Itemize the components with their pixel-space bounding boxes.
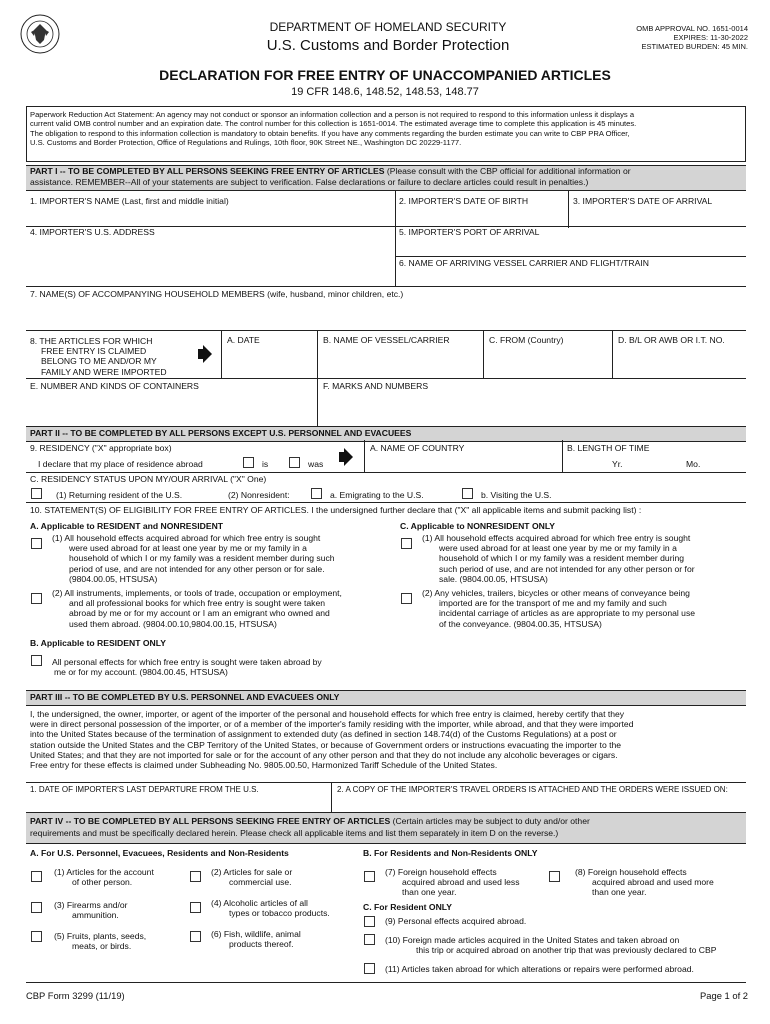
- alterations-repairs-checkbox[interactable]: [364, 963, 375, 974]
- last-departure-label: 1. DATE OF IMPORTER'S LAST DEPARTURE FROM THE U.S.: [30, 785, 259, 794]
- paperwork-box: [26, 106, 746, 162]
- household-less-year-checkbox[interactable]: [364, 871, 375, 882]
- vehicles-c2-text: (2) Any vehicles, trailers, bicycles or other means of conveyance being imported are for the transport of me and my family and such incidental carriage of articles as are appropriate to my personal use of the conveyance. (9804.00.35, HTSUSA): [422, 588, 696, 629]
- personal-effects-abroad-checkbox[interactable]: [364, 916, 375, 927]
- nonresident-only-heading: C. Applicable to NONRESIDENT ONLY: [400, 521, 556, 531]
- fruits-plants-checkbox[interactable]: [31, 931, 42, 942]
- resident-only-heading: B. Applicable to RESIDENT ONLY: [30, 638, 166, 648]
- years-label: Yr.: [612, 459, 623, 469]
- us-address-label: 4. IMPORTER'S U.S. ADDRESS: [30, 227, 155, 237]
- articles-other-person-label: (1) Articles for the account of other person.: [54, 867, 154, 888]
- marks-numbers-label: F. MARKS AND NUMBERS: [323, 381, 429, 391]
- date-of-birth-label: 2. IMPORTER'S DATE OF BIRTH: [399, 196, 529, 206]
- household-effects-a1-text: (1) All household effects acquired abroad for which free entry is sought were used abroad for at least one year by me or my family in a household of which I or my family was a resident member during such period of use, and are not intended for any other person or for sale. (9804.00.05, HTSUSA): [52, 533, 335, 584]
- travel-orders-label: 2. A COPY OF THE IMPORTER'S TRAVEL ORDERS IS ATTACHED AND THE ORDERS WERE ISSUED ON:: [337, 785, 728, 794]
- returning-resident-checkbox[interactable]: [31, 488, 42, 499]
- omb-burden: ESTIMATED BURDEN: 45 MIN.: [641, 42, 748, 51]
- part2-heading: PART II -- TO BE COMPLETED BY ALL PERSONS EXCEPT U.S. PERSONNEL AND EVACUEES: [30, 428, 412, 438]
- residence-is-label: is: [262, 459, 269, 469]
- personal-effects-b1-checkbox[interactable]: [31, 655, 42, 666]
- form-subtitle: 19 CFR 148.6, 148.52, 148.53, 148.77: [291, 86, 479, 98]
- residency-status-label: C. RESIDENCY STATUS UPON MY/OUR ARRIVAL ("X" One): [30, 474, 267, 484]
- personal-effects-abroad-label: (9) Personal effects acquired abroad.: [385, 916, 527, 926]
- containers-label: E. NUMBER AND KINDS OF CONTAINERS: [30, 381, 199, 391]
- part4-column-c-heading: C. For Resident ONLY: [363, 902, 452, 912]
- articles-sale-label: (2) Articles for sale or commercial use.: [211, 867, 293, 888]
- bl-awb-column-label: D. B/L OR AWB OR I.T. NO.: [618, 335, 725, 345]
- household-less-year-label: (7) Foreign household effects acquired abroad and used less than one year.: [385, 867, 520, 898]
- eligibility-statement-label: 10. STATEMENT(S) OF ELIGIBILITY FOR FREE ENTRY OF ARTICLES. I the undersigned further declare that ("X" all applicable items and submit packing list) :: [30, 505, 642, 515]
- dhs-seal-icon: [20, 14, 60, 54]
- omb-expires: EXPIRES: 11-30-2022: [673, 33, 748, 42]
- vessel-name-column-label: B. NAME OF VESSEL/CARRIER: [323, 335, 450, 345]
- length-of-time-label: B. LENGTH OF TIME: [567, 443, 650, 453]
- form-number: CBP Form 3299 (11/19): [26, 990, 125, 1001]
- page-number: Page 1 of 2: [700, 990, 748, 1001]
- paperwork-line: Paperwork Reduction Act Statement: An agency may not conduct or sponsor an information collection and a person is not required to respond to this information unless it displays a: [30, 110, 635, 119]
- emigrating-checkbox[interactable]: [311, 488, 322, 499]
- returning-resident-label: (1) Returning resident of the U.S.: [56, 490, 183, 500]
- part4-column-a-heading: A. For U.S. Personnel, Evacuees, Residents and Non-Residents: [30, 848, 289, 858]
- residence-was-label: was: [308, 459, 324, 469]
- household-more-year-label: (8) Foreign household effects acquired abroad and used more than one year.: [575, 867, 714, 898]
- household-effects-a1-checkbox[interactable]: [31, 538, 42, 549]
- professional-tools-a2-text: (2) All instruments, implements, or tools of trade, occupation or employment, and all professional books for which free entry is sought were taken abroad by me or for my account or I am an emigrant who owned and used them abroad. (9804.00.10,9804.00.15, HTSUSA): [52, 588, 342, 629]
- part4-column-b-heading: B. For Residents and Non-Residents ONLY: [363, 848, 538, 858]
- part3-certification-text: I, the undersigned, the owner, importer, or agent of the importer of the personal and household effects for which free entry is claimed, hereby certify that they were in direct personal possession of the importer, or of a member of the importer's family residing with the importer, while abroad, and that they were imported into the United States because of the termination of assignment to extended duty (as defined in section 148.74(d) of the Customs Regulations) at a post or station outside the United States and the CBP Territory of the United States, or because of Government orders or instructions evacuating the importer to the United States; and that they are not imported for sale or for the account of any other person and that they do not include any alcoholic beverages or cigars. Free entry for these effects is claimed under Subheading No. 9805.00.50, Harmonized Tariff Schedule of the United States.: [30, 709, 634, 771]
- part4-heading-note: requirements and must be specifically declared herein. Please check all applicable items and list them separately in item D on the reverse.): [30, 828, 559, 838]
- part1-heading-note: assistance. REMEMBER--All of your statements are subject to verification. False declarations or failure to declare articles could result in penalties.): [30, 177, 589, 187]
- agency-name: U.S. Customs and Border Protection: [266, 37, 510, 54]
- alcohol-tobacco-label: (4) Alcoholic articles of all types or tobacco products.: [211, 898, 330, 919]
- vessel-carrier-label: 6. NAME OF ARRIVING VESSEL CARRIER AND FLIGHT/TRAIN: [399, 258, 649, 268]
- residency-label: 9. RESIDENCY ("X" appropriate box): [30, 443, 172, 453]
- alcohol-tobacco-checkbox[interactable]: [190, 902, 201, 913]
- part3-heading: PART III -- TO BE COMPLETED BY U.S. PERSONNEL AND EVACUEES ONLY: [30, 692, 340, 702]
- paperwork-line: The obligation to respond to this information collection is mandatory to obtain benefits. If you have any comments regarding the burden estimate you can write to CBP PRA Officer,: [30, 128, 630, 138]
- household-effects-c1-checkbox[interactable]: [401, 538, 412, 549]
- from-country-column-label: C. FROM (Country): [489, 335, 564, 345]
- importer-name-label: 1. IMPORTER'S NAME (Last, first and middle initial): [30, 196, 229, 206]
- alterations-repairs-label: (11) Articles taken abroad for which alterations or repairs were performed abroad.: [385, 964, 694, 974]
- articles-other-person-checkbox[interactable]: [31, 871, 42, 882]
- visiting-checkbox[interactable]: [462, 488, 473, 499]
- fish-wildlife-checkbox[interactable]: [190, 931, 201, 942]
- part4-heading: PART IV -- TO BE COMPLETED BY ALL PERSONS SEEKING FREE ENTRY OF ARTICLES (Certain articles may be subject to duty and/or other: [30, 816, 590, 826]
- months-label: Mo.: [686, 459, 701, 469]
- residence-is-checkbox[interactable]: [243, 457, 254, 468]
- residence-declaration: I declare that my place of residence abroad: [38, 459, 203, 469]
- fruits-plants-label: (5) Fruits, plants, seeds, meats, or birds.: [54, 931, 147, 952]
- firearms-checkbox[interactable]: [31, 902, 42, 913]
- date-column-label: A. DATE: [227, 335, 260, 345]
- articles-sale-checkbox[interactable]: [190, 871, 201, 882]
- foreign-made-articles-checkbox[interactable]: [364, 934, 375, 945]
- emigrating-label: a. Emigrating to the U.S.: [330, 490, 424, 500]
- professional-tools-a2-checkbox[interactable]: [31, 593, 42, 604]
- nonresident-label: (2) Nonresident:: [228, 490, 290, 500]
- fish-wildlife-label: (6) Fish, wildlife, animal products thereof.: [211, 929, 301, 950]
- omb-number: OMB APPROVAL NO. 1651-0014: [636, 24, 748, 33]
- visiting-label: b. Visiting the U.S.: [481, 490, 552, 500]
- resident-nonresident-heading: A. Applicable to RESIDENT and NONRESIDENT: [30, 521, 224, 531]
- paperwork-line: current valid OMB control number and an expiration date. The control number for this collection is 1651-0014. The estimated average time to complete this application is 45 minutes.: [30, 119, 637, 129]
- department-name: DEPARTMENT OF HOMELAND SECURITY: [269, 20, 507, 34]
- articles-belong-label: 8. THE ARTICLES FOR WHICH FREE ENTRY IS CLAIMED BELONG TO ME AND/OR MY FAMILY AND WERE IMPORTED: [30, 336, 167, 377]
- household-effects-c1-text: (1) All household effects acquired abroad for which free entry is sought were used abroad for at least one year by me or my family in a household of which I or my family was a resident member during such period of use, and are not intended for any other person or for sale. (9804.00.05, HTSUSA): [422, 533, 695, 584]
- part1-heading: PART I -- TO BE COMPLETED BY ALL PERSONS SEEKING FREE ENTRY OF ARTICLES (Please consult with the CBP official for additional information or: [30, 166, 631, 176]
- paperwork-line: U.S. Customs and Border Protection, Office of Regulations and Rulings, 10th floor, 90K Street NE., Washington DC 20229-1177.: [30, 138, 462, 148]
- country-name-label: A. NAME OF COUNTRY: [370, 443, 465, 453]
- date-of-arrival-label: 3. IMPORTER'S DATE OF ARRIVAL: [573, 196, 713, 206]
- personal-effects-b1-text: All personal effects for which free entry is sought were taken abroad by me or for my account. (9804.00.45, HTSUSA): [52, 657, 322, 678]
- vehicles-c2-checkbox[interactable]: [401, 593, 412, 604]
- firearms-label: (3) Firearms and/or ammunition.: [54, 900, 128, 921]
- form-title: DECLARATION FOR FREE ENTRY OF UNACCOMPANIED ARTICLES: [159, 67, 611, 83]
- port-of-arrival-label: 5. IMPORTER'S PORT OF ARRIVAL: [399, 227, 540, 237]
- household-members-label: 7. NAME(S) OF ACCOMPANYING HOUSEHOLD MEMBERS (wife, husband, minor children, etc.): [30, 289, 404, 299]
- residence-was-checkbox[interactable]: [289, 457, 300, 468]
- foreign-made-articles-label: (10) Foreign made articles acquired in the United States and taken abroad on this trip or acquired abroad on another trip that was previously declared to CBP: [385, 935, 717, 956]
- household-more-year-checkbox[interactable]: [549, 871, 560, 882]
